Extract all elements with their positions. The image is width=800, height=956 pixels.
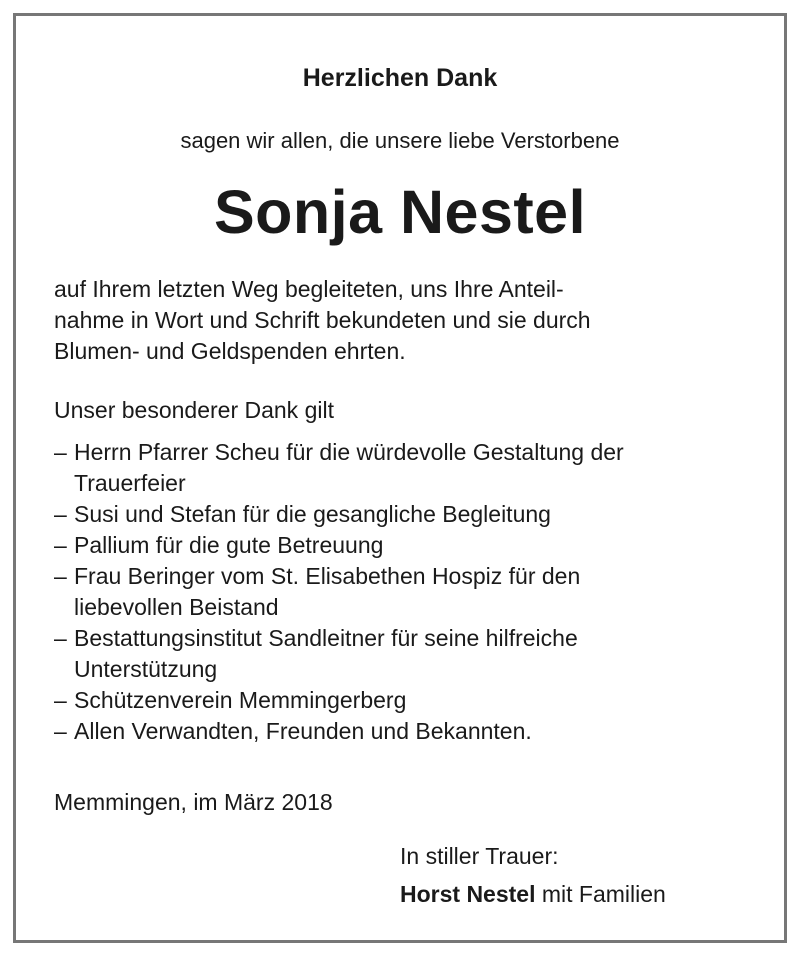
special-thanks-intro: Unser besonderer Dank gilt: [54, 397, 334, 423]
signatory-suffix: mit Familien: [535, 881, 666, 907]
thanks-item-line: Frau Beringer vom St. Elisabethen Hospiz für den: [74, 563, 581, 589]
thanks-item: [54, 685, 764, 716]
thanks-item-line: Bestattungsinstitut Sandleitner für seine hilfreiche: [74, 625, 578, 651]
thanks-item-line: Herrn Pfarrer Scheu für die würdevolle Gestaltung der: [74, 439, 624, 465]
thanks-paragraph: [54, 274, 754, 367]
signature: [400, 879, 666, 910]
paragraph-line: Blumen- und Geldspenden ehrten.: [54, 338, 406, 364]
paragraph-line: auf Ihrem letzten Weg begleiteten, uns Ihre Anteil-: [54, 276, 564, 302]
signatory-name: Horst Nestel: [400, 881, 536, 907]
dash-bullet: –: [54, 532, 67, 558]
thanks-item: [54, 716, 764, 747]
thanks-item-line: Susi und Stefan für die gesangliche Begleitung: [74, 501, 551, 527]
thanks-item: [54, 530, 764, 561]
thanks-item: [54, 437, 764, 499]
dash-bullet: –: [54, 718, 67, 744]
thanks-item-line: Pallium für die gute Betreuung: [74, 532, 384, 558]
thanks-item-line: Trauerfeier: [74, 470, 186, 496]
place-and-date: Memmingen, im März 2018: [54, 789, 333, 815]
dash-bullet: –: [54, 439, 67, 465]
thanks-item: [54, 561, 764, 623]
paragraph-line: nahme in Wort und Schrift bekundeten und sie durch: [54, 307, 591, 333]
thanks-item: [54, 623, 764, 685]
thanks-list: [54, 437, 764, 747]
thanks-item: [54, 499, 764, 530]
dash-bullet: –: [54, 563, 67, 589]
deceased-name: Sonja Nestel: [213, 178, 587, 246]
dash-bullet: –: [54, 501, 67, 527]
mourning-label: In stiller Trauer:: [400, 843, 559, 869]
notice-heading: Herzlichen Dank: [302, 64, 498, 92]
thanks-item-line: liebevollen Beistand: [74, 594, 279, 620]
thanks-item-line: Allen Verwandten, Freunden und Bekannten.: [74, 718, 532, 744]
thanks-item-line: Schützenverein Memmingerberg: [74, 687, 407, 713]
notice-intro: sagen wir allen, die unsere liebe Verstorbene: [180, 128, 620, 153]
dash-bullet: –: [54, 625, 67, 651]
thanks-item-line: Unterstützung: [74, 656, 218, 682]
dash-bullet: –: [54, 687, 67, 713]
